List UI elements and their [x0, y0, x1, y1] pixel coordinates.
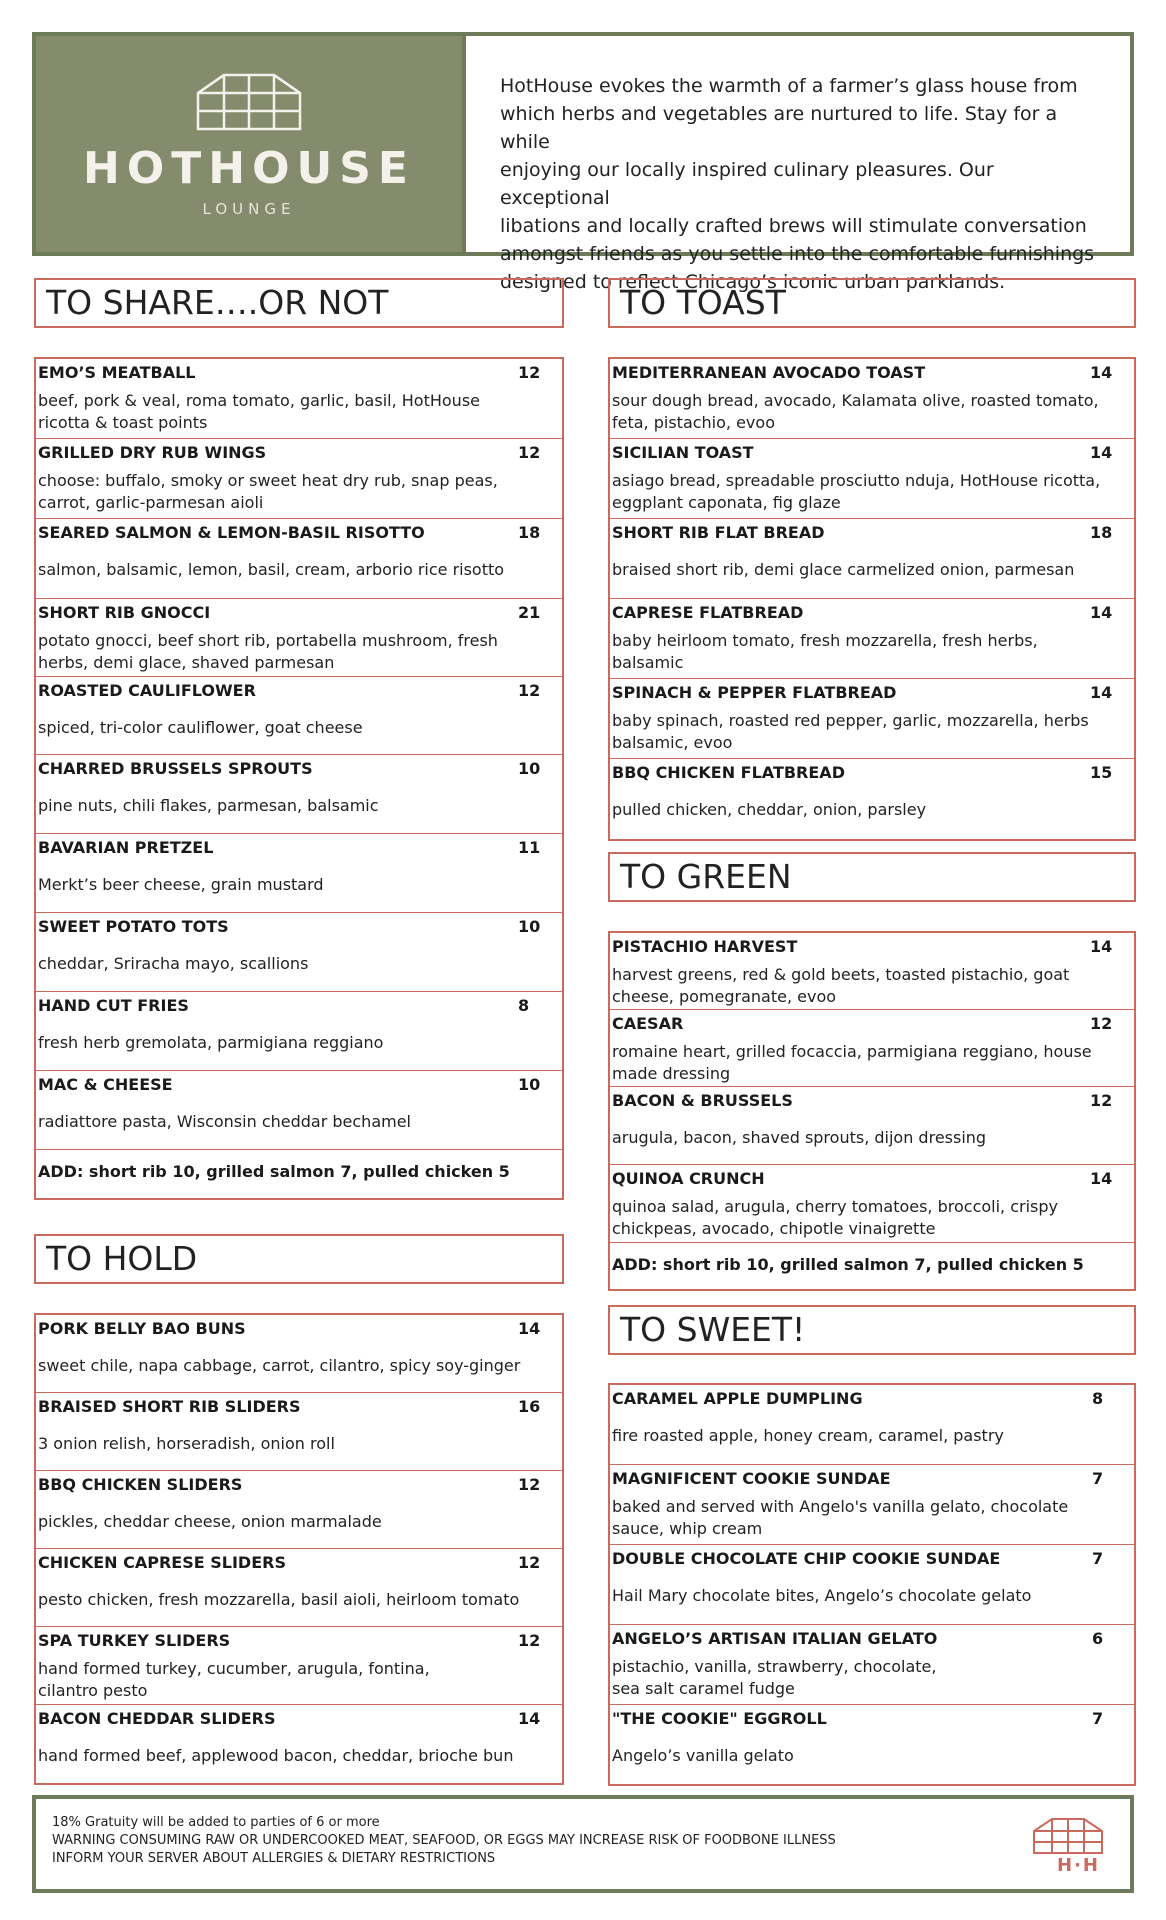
- item-description: [38, 1511, 382, 1533]
- item-description: [612, 799, 926, 821]
- item-name: MAGNIFICENT COOKIE SUNDAE: [612, 1469, 891, 1488]
- allergy-note: INFORM YOUR SERVER ABOUT ALLERGIES & DIETARY RESTRICTIONS: [52, 1851, 496, 1866]
- menu-box-toast: [608, 357, 1136, 841]
- description-line: Hail Mary chocolate bites, Angelo’s chocolate gelato: [612, 1586, 1032, 1605]
- description-line: choose: buffalo, smoky or sweet heat dry rub, snap peas,: [38, 471, 498, 490]
- description-line: herbs, demi glace, shaved parmesan: [38, 653, 335, 672]
- item-price: 15: [1090, 763, 1113, 782]
- menu-item: [36, 439, 562, 519]
- description-line: 3 onion relish, horseradish, onion roll: [38, 1434, 335, 1453]
- item-description: [612, 710, 1089, 754]
- description-line: Angelo’s vanilla gelato: [612, 1746, 794, 1765]
- add-on-text: ADD: short rib 10, grilled salmon 7, pulled chicken 5: [38, 1162, 510, 1181]
- item-price: 8: [1092, 1389, 1104, 1408]
- menu-box-share: [34, 357, 564, 1200]
- item-price: 18: [1090, 523, 1113, 542]
- item-description: [38, 630, 498, 674]
- item-description: [612, 1656, 936, 1700]
- menu-item: [36, 519, 562, 599]
- item-name: HAND CUT FRIES: [38, 996, 189, 1015]
- description-line: pulled chicken, cheddar, onion, parsley: [612, 800, 927, 819]
- add-on-row: [610, 1243, 1134, 1289]
- menu-item: [36, 1071, 562, 1150]
- add-on-row: [36, 1150, 562, 1198]
- description-line: hand formed turkey, cucumber, arugula, fontina,: [38, 1659, 430, 1678]
- item-price: 12: [1090, 1091, 1113, 1110]
- menu-box-hold: [34, 1313, 564, 1785]
- menu-item: [36, 359, 562, 439]
- item-description: [38, 470, 498, 514]
- item-name: CAPRESE FLATBREAD: [612, 603, 804, 622]
- brand-name: HOTHOUSE: [83, 142, 415, 194]
- menu-item: [610, 1165, 1134, 1243]
- item-name: CARAMEL APPLE DUMPLING: [612, 1389, 863, 1408]
- menu-item: [610, 439, 1134, 519]
- menu-box-green: [608, 931, 1136, 1291]
- menu-item: [610, 1705, 1134, 1784]
- item-description: [38, 874, 324, 896]
- item-name: MEDITERRANEAN AVOCADO TOAST: [612, 363, 926, 382]
- item-description: [38, 390, 480, 434]
- item-name: BACON CHEDDAR SLIDERS: [38, 1709, 276, 1728]
- item-description: [38, 1355, 520, 1377]
- item-description: [612, 1127, 986, 1149]
- item-name: SHORT RIB GNOCCI: [38, 603, 211, 622]
- description-line: balsamic: [612, 653, 684, 672]
- item-description: [38, 1433, 335, 1455]
- item-name: SHORT RIB FLAT BREAD: [612, 523, 825, 542]
- item-description: [38, 717, 363, 739]
- item-price: 7: [1092, 1549, 1104, 1568]
- item-name: QUINOA CRUNCH: [612, 1169, 765, 1188]
- section-title-sweet: TO SWEET!: [608, 1305, 1136, 1355]
- menu-item: [610, 519, 1134, 599]
- menu-box-sweet: [608, 1383, 1136, 1786]
- menu-item: [36, 1705, 562, 1783]
- item-name: PISTACHIO HARVEST: [612, 937, 798, 956]
- description-line: hand formed beef, applewood bacon, cheddar, brioche bun: [38, 1746, 514, 1765]
- menu-item: [610, 1545, 1134, 1625]
- description-line: sour dough bread, avocado, Kalamata olive, roasted tomato,: [612, 391, 1099, 410]
- description-line: quinoa salad, arugula, cherry tomatoes, broccoli, crispy: [612, 1197, 1058, 1216]
- item-price: 12: [518, 443, 541, 462]
- item-description: [612, 1425, 1004, 1447]
- item-price: 10: [518, 759, 541, 778]
- menu-item: [610, 359, 1134, 439]
- menu-item: [36, 834, 562, 913]
- description-line: spiced, tri-color cauliflower, goat cheese: [38, 718, 363, 737]
- header-banner: [32, 32, 1134, 293]
- description-line: potato gnocci, beef short rib, portabella mushroom, fresh: [38, 631, 498, 650]
- item-price: 18: [518, 523, 541, 542]
- description-line: balsamic, evoo: [612, 733, 733, 752]
- item-description: [38, 953, 308, 975]
- item-description: [612, 1041, 1092, 1085]
- description-line: romaine heart, grilled focaccia, parmigiana reggiano, house: [612, 1042, 1092, 1061]
- intro-line: libations and locally crafted brews will stimulate conversation: [500, 215, 1087, 237]
- item-name: ROASTED CAULIFLOWER: [38, 681, 256, 700]
- menu-item: [36, 677, 562, 755]
- description-line: feta, pistachio, evoo: [612, 413, 775, 432]
- item-price: 6: [1092, 1629, 1104, 1648]
- description-line: asiago bread, spreadable prosciutto nduja, HotHouse ricotta,: [612, 471, 1101, 490]
- item-name: CHICKEN CAPRESE SLIDERS: [38, 1553, 286, 1572]
- menu-item: [610, 1625, 1134, 1705]
- raw-food-warning: WARNING CONSUMING RAW OR UNDERCOOKED MEAT, SEAFOOD, OR EGGS MAY INCREASE RISK OF FOODBONE ILLNESS: [52, 1833, 836, 1848]
- item-name: DOUBLE CHOCOLATE CHIP COOKIE SUNDAE: [612, 1549, 1001, 1568]
- item-price: 14: [518, 1319, 541, 1338]
- item-description: [38, 1589, 519, 1611]
- menu-item: [610, 1010, 1134, 1087]
- item-price: 12: [1090, 1014, 1113, 1033]
- description-line: sweet chile, napa cabbage, carrot, cilantro, spicy soy-ginger: [38, 1356, 521, 1375]
- item-description: [612, 1196, 1058, 1240]
- item-name: SPINACH & PEPPER FLATBREAD: [612, 683, 897, 702]
- item-price: 12: [518, 1631, 541, 1650]
- footer-notice: [32, 1795, 1134, 1893]
- description-line: chickpeas, avocado, chipotle vinaigrette: [612, 1219, 936, 1238]
- description-line: cheese, pomegranate, evoo: [612, 987, 837, 1006]
- description-line: beef, pork & veal, roma tomato, garlic, basil, HotHouse: [38, 391, 480, 410]
- description-line: cilantro pesto: [38, 1681, 148, 1700]
- item-description: [612, 559, 1074, 581]
- item-name: ANGELO’S ARTISAN ITALIAN GELATO: [612, 1629, 938, 1648]
- item-name: SPA TURKEY SLIDERS: [38, 1631, 231, 1650]
- item-price: 16: [518, 1397, 541, 1416]
- menu-item: [36, 1627, 562, 1705]
- greenhouse-icon: [194, 71, 304, 133]
- item-name: BACON & BRUSSELS: [612, 1091, 793, 1110]
- item-description: [612, 964, 1069, 1008]
- menu-item: [610, 1465, 1134, 1545]
- intro-line: enjoying our locally inspired culinary pleasures. Our exceptional: [500, 159, 994, 209]
- description-line: salmon, balsamic, lemon, basil, cream, arborio rice risotto: [38, 560, 505, 579]
- item-price: 11: [518, 838, 541, 857]
- item-price: 21: [518, 603, 541, 622]
- intro-text: [466, 36, 1130, 293]
- item-price: 14: [1090, 1169, 1113, 1188]
- description-line: ricotta & toast points: [38, 413, 208, 432]
- item-price: 12: [518, 1553, 541, 1572]
- item-price: 14: [1090, 603, 1113, 622]
- item-name: CHARRED BRUSSELS SPROUTS: [38, 759, 313, 778]
- description-line: baby heirloom tomato, fresh mozzarella, fresh herbs,: [612, 631, 1038, 650]
- item-name: EMO’S MEATBALL: [38, 363, 196, 382]
- description-line: fire roasted apple, honey cream, caramel, pastry: [612, 1426, 1004, 1445]
- item-price: 14: [518, 1709, 541, 1728]
- item-name: SWEET POTATO TOTS: [38, 917, 229, 936]
- item-description: [38, 1032, 383, 1054]
- menu-item: [36, 1393, 562, 1471]
- menu-item: [36, 1549, 562, 1627]
- description-line: pesto chicken, fresh mozzarella, basil aioli, heirloom tomato: [38, 1590, 520, 1609]
- item-price: 12: [518, 681, 541, 700]
- item-description: [612, 390, 1099, 434]
- item-price: 14: [1090, 937, 1113, 956]
- item-price: 14: [1090, 443, 1113, 462]
- menu-item: [36, 913, 562, 992]
- item-description: [38, 1745, 513, 1767]
- item-price: 10: [518, 1075, 541, 1094]
- description-line: arugula, bacon, shaved sprouts, dijon dressing: [612, 1128, 987, 1147]
- section-title-toast: TO TOAST: [608, 278, 1136, 328]
- description-line: sauce, whip cream: [612, 1519, 763, 1538]
- item-name: "THE COOKIE" EGGROLL: [612, 1709, 827, 1728]
- intro-line: HotHouse evokes the warmth of a farmer’s glass house from: [500, 75, 1078, 97]
- section-title-green: TO GREEN: [608, 852, 1136, 902]
- section-title-share: TO SHARE….OR NOT: [34, 278, 564, 328]
- item-price: 12: [518, 1475, 541, 1494]
- item-name: SEARED SALMON & LEMON-BASIL RISOTTO: [38, 523, 425, 542]
- item-price: 7: [1092, 1469, 1104, 1488]
- item-description: [38, 1111, 411, 1133]
- description-line: made dressing: [612, 1064, 731, 1083]
- description-line: baby spinach, roasted red pepper, garlic, mozzarella, herbs: [612, 711, 1089, 730]
- description-line: pine nuts, chili flakes, parmesan, balsamic: [38, 796, 379, 815]
- section-title-hold: TO HOLD: [34, 1234, 564, 1284]
- item-price: 8: [518, 996, 530, 1015]
- item-name: CAESAR: [612, 1014, 684, 1033]
- item-price: 10: [518, 917, 541, 936]
- item-name: BRAISED SHORT RIB SLIDERS: [38, 1397, 301, 1416]
- item-name: BAVARIAN PRETZEL: [38, 838, 214, 857]
- intro-line: which herbs and vegetables are nurtured to life. Stay for a while: [500, 103, 1058, 153]
- description-line: eggplant caponata, fig glaze: [612, 493, 841, 512]
- item-price: 14: [1090, 683, 1113, 702]
- intro-line: amongst friends as you settle into the comfortable furnishings: [500, 243, 1095, 265]
- description-line: sea salt caramel fudge: [612, 1679, 795, 1698]
- hh-monogram: H·H: [1057, 1855, 1100, 1876]
- description-line: baked and served with Angelo's vanilla gelato, chocolate: [612, 1497, 1069, 1516]
- gratuity-note: 18% Gratuity will be added to parties of 6 or more: [52, 1815, 380, 1830]
- menu-item: [36, 599, 562, 677]
- item-name: GRILLED DRY RUB WINGS: [38, 443, 267, 462]
- description-line: pickles, cheddar cheese, onion marmalade: [38, 1512, 382, 1531]
- description-line: fresh herb gremolata, parmigiana reggiano: [38, 1033, 384, 1052]
- intro-line: designed to reflect Chicago’s iconic urban parklands.: [500, 271, 1006, 293]
- item-description: [612, 470, 1100, 514]
- menu-item: [610, 1087, 1134, 1165]
- item-name: MAC & CHEESE: [38, 1075, 173, 1094]
- item-description: [38, 1658, 430, 1702]
- description-line: radiattore pasta, Wisconsin cheddar bechamel: [38, 1112, 411, 1131]
- menu-item: [36, 1471, 562, 1549]
- description-line: pistachio, vanilla, strawberry, chocolate,: [612, 1657, 937, 1676]
- item-name: BBQ CHICKEN FLATBREAD: [612, 763, 845, 782]
- description-line: braised short rib, demi glace carmelized onion, parmesan: [612, 560, 1075, 579]
- description-line: harvest greens, red & gold beets, toasted pistachio, goat: [612, 965, 1070, 984]
- logo-panel: [36, 36, 466, 252]
- item-name: BBQ CHICKEN SLIDERS: [38, 1475, 243, 1494]
- brand-subtitle: LOUNGE: [202, 199, 296, 218]
- menu-item: [610, 679, 1134, 759]
- item-price: 7: [1092, 1709, 1104, 1728]
- menu-item: [610, 599, 1134, 679]
- item-description: [612, 1496, 1068, 1540]
- item-description: [612, 1585, 1031, 1607]
- description-line: Merkt’s beer cheese, grain mustard: [38, 875, 324, 894]
- add-on-text: ADD: short rib 10, grilled salmon 7, pulled chicken 5: [612, 1255, 1084, 1274]
- menu-item: [36, 1315, 562, 1393]
- description-line: carrot, garlic-parmesan aioli: [38, 493, 264, 512]
- item-description: [38, 795, 379, 817]
- item-description: [612, 630, 1038, 674]
- menu-item: [36, 992, 562, 1071]
- menu-item: [610, 1385, 1134, 1465]
- item-description: [38, 559, 504, 581]
- menu-item: [610, 759, 1134, 839]
- item-description: [612, 1745, 794, 1767]
- item-name: SICILIAN TOAST: [612, 443, 754, 462]
- item-price: 14: [1090, 363, 1113, 382]
- description-line: cheddar, Sriracha mayo, scallions: [38, 954, 309, 973]
- item-price: 12: [518, 363, 541, 382]
- menu-item: [36, 755, 562, 834]
- item-name: PORK BELLY BAO BUNS: [38, 1319, 246, 1338]
- menu-item: [610, 933, 1134, 1010]
